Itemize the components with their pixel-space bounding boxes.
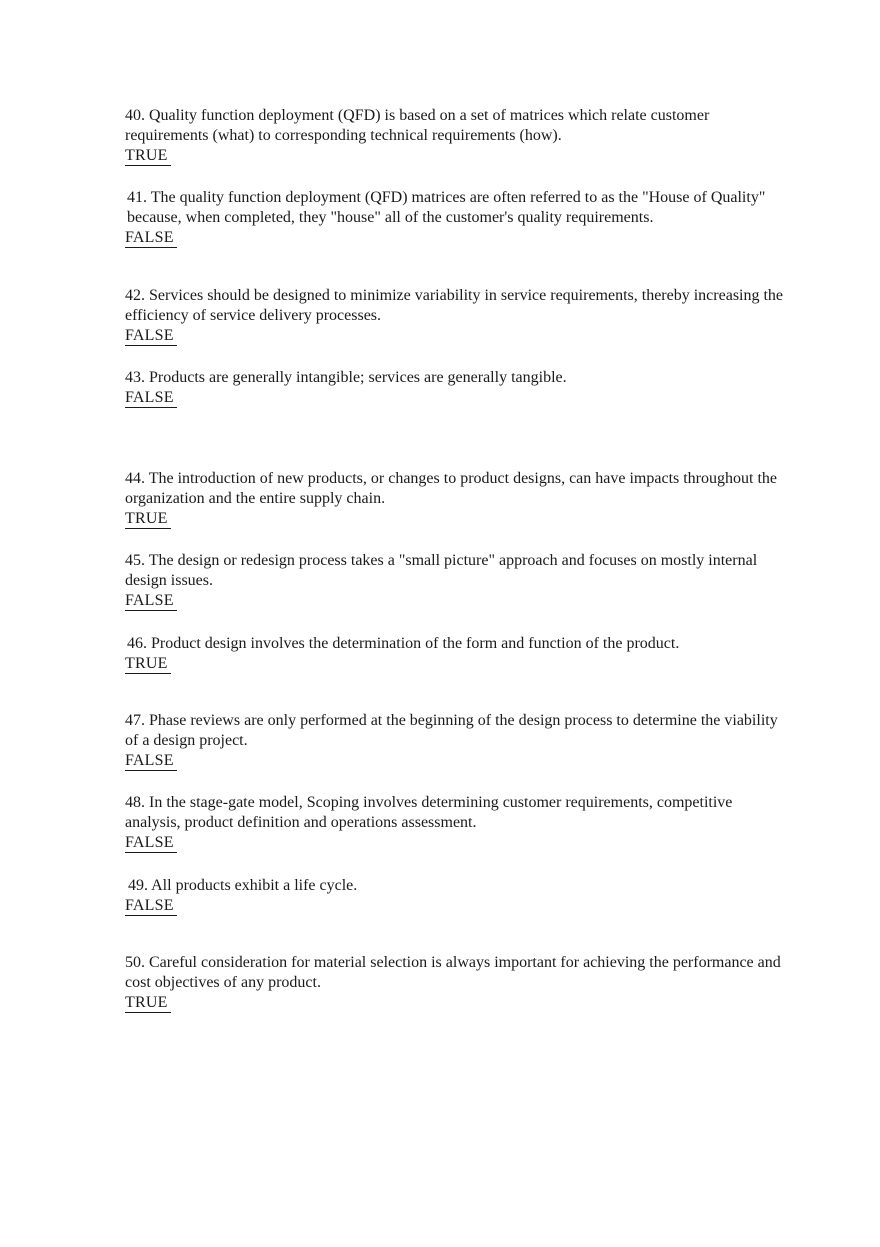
answer-label: FALSE	[125, 228, 177, 248]
question-text: 42. Services should be designed to minimize variability in service requirements, thereby increasing the efficiency of service delivery processes.	[125, 287, 784, 324]
question-text: 47. Phase reviews are only performed at the beginning of the design process to determine the viability of a design project.	[125, 712, 778, 749]
answer-label: FALSE	[125, 896, 177, 916]
answer-label: FALSE	[125, 833, 177, 853]
question-text: 48. In the stage-gate model, Scoping involves determining customer requirements, competitive analysis, product definition and operations assessment.	[125, 794, 733, 831]
question-44	[125, 469, 785, 529]
question-47	[125, 711, 785, 771]
question-48	[125, 793, 785, 853]
answer-label: FALSE	[125, 326, 177, 346]
question-text: 41. The quality function deployment (QFD) matrices are often referred to as the "House of Quality" because, when completed, they "house" all of the customer's quality requirements.	[127, 189, 766, 226]
question-49	[125, 876, 785, 916]
question-41	[125, 188, 785, 248]
question-text: 44. The introduction of new products, or changes to product designs, can have impacts throughout the organization and the entire supply chain.	[125, 470, 777, 507]
question-text: 46. Product design involves the determination of the form and function of the product.	[127, 635, 680, 652]
question-45	[125, 551, 785, 611]
question-40	[125, 106, 785, 166]
question-text: 49. All products exhibit a life cycle.	[128, 877, 358, 894]
question-text: 50. Careful consideration for material selection is always important for achieving the performance and cost objectives of any product.	[125, 954, 781, 991]
answer-label: TRUE	[125, 509, 171, 529]
answer-label: TRUE	[125, 146, 171, 166]
answer-label: FALSE	[125, 388, 177, 408]
answer-label: TRUE	[125, 654, 171, 674]
question-text: 40. Quality function deployment (QFD) is based on a set of matrices which relate customer requirements (what) to corresponding technical requirements (how).	[125, 107, 710, 144]
question-text: 43. Products are generally intangible; services are generally tangible.	[125, 369, 567, 386]
question-42	[125, 286, 785, 346]
answer-label: FALSE	[125, 751, 177, 771]
question-46	[125, 634, 785, 674]
question-50	[125, 953, 785, 1013]
answer-label: FALSE	[125, 591, 177, 611]
question-43	[125, 368, 785, 408]
answer-label: TRUE	[125, 993, 171, 1013]
question-text: 45. The design or redesign process takes a "small picture" approach and focuses on mostly internal design issues.	[125, 552, 758, 589]
